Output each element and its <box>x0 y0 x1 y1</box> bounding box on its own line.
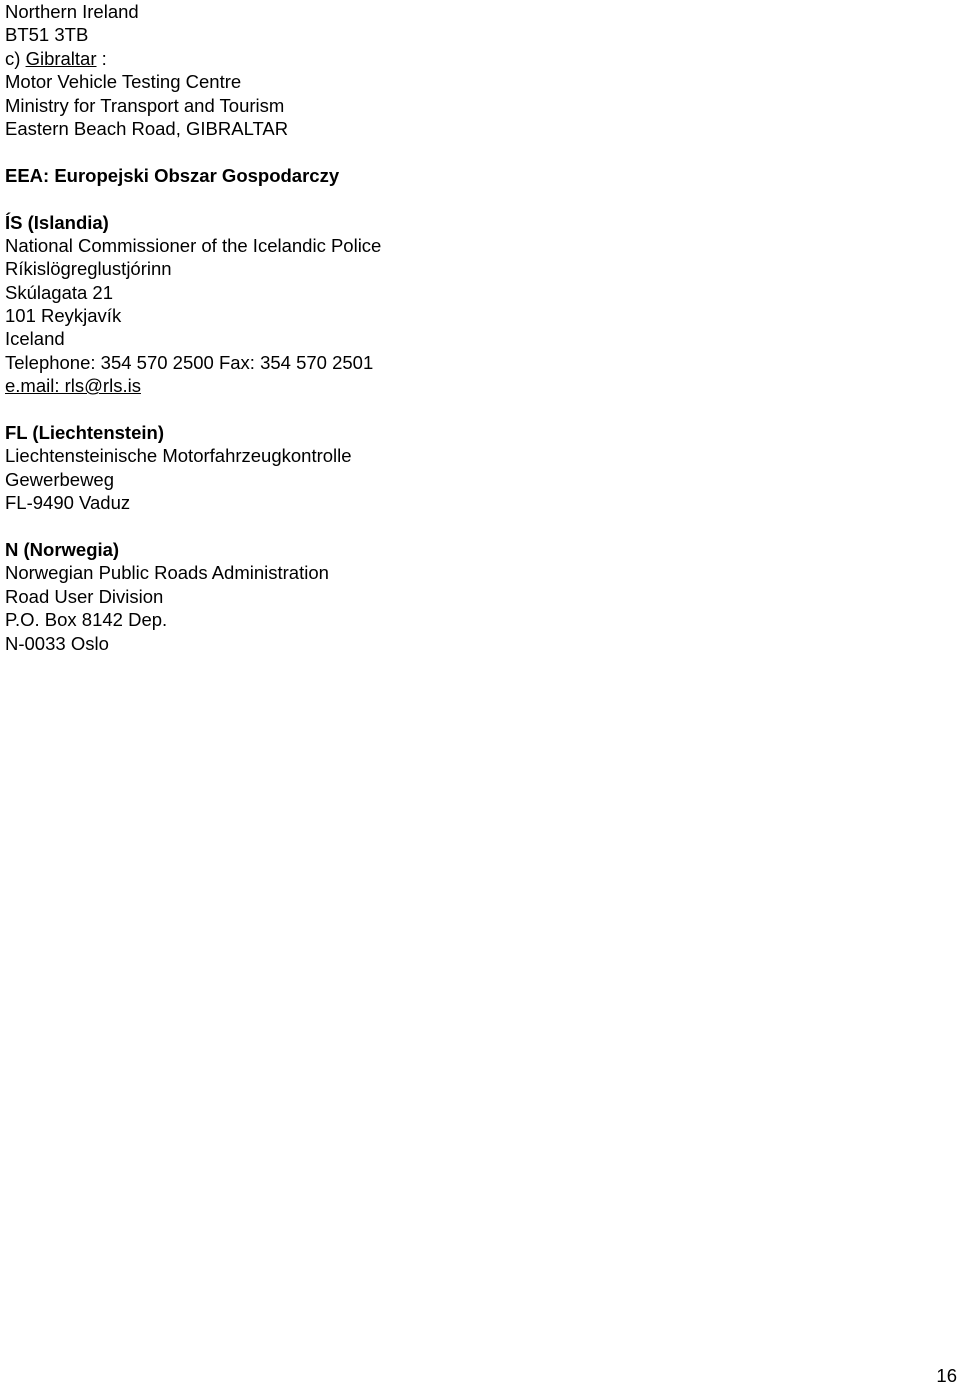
gibraltar-suffix: : <box>96 47 107 69</box>
address-line: FL-9490 Vaduz <box>5 492 131 514</box>
address-line: N-0033 Oslo <box>5 632 109 654</box>
iceland-section <box>5 211 945 398</box>
gb-address-tail <box>5 0 945 140</box>
iceland-heading: ÍS (Islandia) <box>5 211 109 233</box>
norway-section <box>5 538 945 655</box>
address-line: Norwegian Public Roads Administration <box>5 562 329 584</box>
liechtenstein-section <box>5 421 945 515</box>
address-line: Ríkislögreglustjórinn <box>5 258 172 280</box>
address-line: National Commissioner of the Icelandic Police <box>5 234 382 256</box>
document-page <box>5 0 945 655</box>
address-line: Northern Ireland <box>5 1 139 22</box>
liechtenstein-heading: FL (Liechtenstein) <box>5 422 164 444</box>
page-number: 16 <box>936 1365 957 1386</box>
email-link[interactable]: e.mail: rls@rls.is <box>5 375 141 397</box>
address-line: Road User Division <box>5 585 164 607</box>
gibraltar-link[interactable]: Gibraltar <box>25 47 97 69</box>
spacer <box>5 515 945 538</box>
eea-heading: EEA: Europejski Obszar Gospodarczy <box>5 164 340 186</box>
spacer <box>5 187 945 210</box>
gibraltar-line <box>5 47 945 70</box>
address-line: Ministry for Transport and Tourism <box>5 94 285 116</box>
postcode-line: BT51 3TB <box>5 24 89 46</box>
spacer <box>5 398 945 421</box>
address-line: 101 Reykjavík <box>5 305 122 327</box>
address-line: Skúlagata 21 <box>5 281 114 303</box>
spacer <box>5 140 945 163</box>
address-line: Liechtensteinische Motorfahrzeugkontrolle <box>5 445 352 467</box>
gibraltar-prefix: c) <box>5 47 26 69</box>
norway-heading: N (Norwegia) <box>5 538 120 560</box>
address-line: Motor Vehicle Testing Centre <box>5 71 242 93</box>
phone-fax-line: Telephone: 354 570 2500 Fax: 354 570 2501 <box>5 351 374 373</box>
address-line: Eastern Beach Road, GIBRALTAR <box>5 117 289 139</box>
address-line: Iceland <box>5 328 65 350</box>
address-line: P.O. Box 8142 Dep. <box>5 609 168 631</box>
address-line: Gewerbeweg <box>5 468 115 490</box>
